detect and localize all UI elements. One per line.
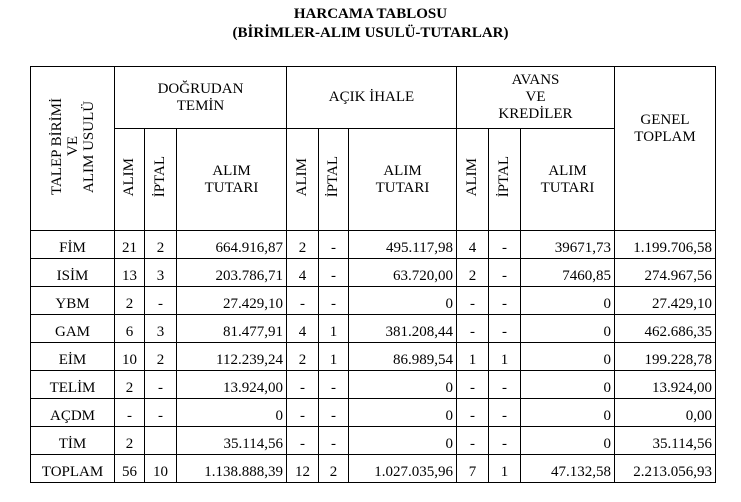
row-header-line1: TALEP BİRİMİ <box>48 97 65 195</box>
a-iptal-cell: 1 <box>319 315 349 343</box>
k-alim-cell: 4 <box>457 231 489 259</box>
table-row <box>31 427 716 455</box>
unit-cell: TELİM <box>31 371 115 399</box>
table-row <box>31 371 716 399</box>
k-iptal-cell: - <box>489 315 521 343</box>
d-tutar-cell: 1.138.888,39 <box>177 455 287 483</box>
a-alim-cell: 2 <box>287 343 319 371</box>
d-alim-cell: 21 <box>115 231 145 259</box>
a-iptal-cell: - <box>319 231 349 259</box>
k-tutar-cell: 0 <box>521 315 615 343</box>
a-tutar-cell: 1.027.035,96 <box>349 455 457 483</box>
a-alim-cell: 2 <box>287 231 319 259</box>
d-alim-header: ALIM <box>115 129 145 231</box>
d-iptal-cell <box>145 427 177 455</box>
a-alim-cell: 4 <box>287 315 319 343</box>
total-cell: 35.114,56 <box>615 427 716 455</box>
unit-cell: YBM <box>31 287 115 315</box>
d-alim-cell: 6 <box>115 315 145 343</box>
k-alim-cell: 7 <box>457 455 489 483</box>
a-tutar-header: ALIM TUTARI <box>349 129 457 231</box>
k-iptal-cell: - <box>489 399 521 427</box>
a-alim-cell: - <box>287 399 319 427</box>
table-row <box>31 399 716 427</box>
k-tutar-cell: 0 <box>521 399 615 427</box>
d-alim-cell: 2 <box>115 287 145 315</box>
k-alim-cell: - <box>457 427 489 455</box>
k-iptal-cell: - <box>489 231 521 259</box>
d-tutar-cell: 203.786,71 <box>177 259 287 287</box>
table-row <box>31 315 716 343</box>
acik-ihale-header: AÇIK İHALE <box>287 67 457 129</box>
k-tutar-cell: 7460,85 <box>521 259 615 287</box>
a-tutar-cell: 63.720,00 <box>349 259 457 287</box>
d-alim-cell: 56 <box>115 455 145 483</box>
k-iptal-cell: 1 <box>489 455 521 483</box>
d-alim-cell: 10 <box>115 343 145 371</box>
d-tutar-cell: 81.477,91 <box>177 315 287 343</box>
d-alim-cell: 2 <box>115 371 145 399</box>
d-tutar-cell: 0 <box>177 399 287 427</box>
k-tutar-cell: 0 <box>521 343 615 371</box>
total-cell: 13.924,00 <box>615 371 716 399</box>
dogrudan-temin-header: DOĞRUDAN TEMİN <box>115 67 287 129</box>
d-iptal-cell: 10 <box>145 455 177 483</box>
k-iptal-header: İPTAL <box>489 129 521 231</box>
a-alim-header: ALIM <box>287 129 319 231</box>
d-tutar-cell: 13.924,00 <box>177 371 287 399</box>
genel-toplam-header: GENEL TOPLAM <box>615 67 716 231</box>
a-iptal-cell: 2 <box>319 455 349 483</box>
d-iptal-cell: - <box>145 399 177 427</box>
a-tutar-cell: 0 <box>349 399 457 427</box>
k-tutar-cell: 39671,73 <box>521 231 615 259</box>
a-iptal-cell: 1 <box>319 343 349 371</box>
a-iptal-cell: - <box>319 371 349 399</box>
k-tutar-cell: 47.132,58 <box>521 455 615 483</box>
k-alim-cell: - <box>457 315 489 343</box>
table-row <box>31 287 716 315</box>
a-iptal-cell: - <box>319 399 349 427</box>
k-alim-header: ALIM <box>457 129 489 231</box>
unit-cell: EİM <box>31 343 115 371</box>
a-tutar-cell: 381.208,44 <box>349 315 457 343</box>
d-iptal-cell: 3 <box>145 259 177 287</box>
unit-cell: FİM <box>31 231 115 259</box>
d-tutar-header: ALIM TUTARI <box>177 129 287 231</box>
a-iptal-cell: - <box>319 259 349 287</box>
d-alim-cell: 2 <box>115 427 145 455</box>
a-tutar-cell: 0 <box>349 427 457 455</box>
k-alim-cell: - <box>457 287 489 315</box>
total-cell: 0,00 <box>615 399 716 427</box>
table-row <box>31 343 716 371</box>
d-iptal-cell: - <box>145 371 177 399</box>
row-header-cell <box>31 67 115 231</box>
a-alim-cell: - <box>287 427 319 455</box>
a-tutar-cell: 0 <box>349 371 457 399</box>
row-header-line2: VE <box>64 136 81 156</box>
total-cell: 27.429,10 <box>615 287 716 315</box>
total-cell: 462.686,35 <box>615 315 716 343</box>
document-subtitle: (BİRİMLER-ALIM USULÜ-TUTARLAR) <box>232 25 509 41</box>
total-cell: 199.228,78 <box>615 343 716 371</box>
total-cell: 2.213.056,93 <box>615 455 716 483</box>
a-iptal-cell: - <box>319 287 349 315</box>
d-tutar-cell: 664.916,87 <box>177 231 287 259</box>
k-alim-cell: 2 <box>457 259 489 287</box>
k-iptal-cell: - <box>489 427 521 455</box>
k-iptal-cell: - <box>489 287 521 315</box>
document-title: HARCAMA TABLOSU <box>293 6 448 22</box>
unit-cell: AÇDM <box>31 399 115 427</box>
k-tutar-cell: 0 <box>521 427 615 455</box>
k-alim-cell: - <box>457 371 489 399</box>
a-alim-cell: - <box>287 287 319 315</box>
a-alim-cell: 4 <box>287 259 319 287</box>
a-tutar-cell: 495.117,98 <box>349 231 457 259</box>
d-iptal-cell: - <box>145 287 177 315</box>
unit-cell: ISİM <box>31 259 115 287</box>
a-alim-cell: 12 <box>287 455 319 483</box>
table-row-total <box>31 455 716 483</box>
table-row <box>31 231 716 259</box>
d-tutar-cell: 27.429,10 <box>177 287 287 315</box>
d-iptal-header: İPTAL <box>145 129 177 231</box>
unit-cell: TİM <box>31 427 115 455</box>
d-iptal-cell: 2 <box>145 231 177 259</box>
unit-cell: GAM <box>31 315 115 343</box>
table-row <box>31 259 716 287</box>
expense-table <box>30 66 716 483</box>
k-iptal-cell: - <box>489 259 521 287</box>
a-tutar-cell: 0 <box>349 287 457 315</box>
d-iptal-cell: 3 <box>145 315 177 343</box>
k-tutar-header: ALIM TUTARI <box>521 129 615 231</box>
k-tutar-cell: 0 <box>521 287 615 315</box>
a-alim-cell: - <box>287 371 319 399</box>
k-tutar-cell: 0 <box>521 371 615 399</box>
k-iptal-cell: - <box>489 371 521 399</box>
avans-krediler-header: AVANS VE KREDİLER <box>457 67 615 129</box>
d-tutar-cell: 35.114,56 <box>177 427 287 455</box>
d-alim-cell: 13 <box>115 259 145 287</box>
d-alim-cell: - <box>115 399 145 427</box>
d-tutar-cell: 112.239,24 <box>177 343 287 371</box>
row-header-line3: ALIM USULÜ <box>80 99 97 193</box>
d-iptal-cell: 2 <box>145 343 177 371</box>
total-cell: 1.199.706,58 <box>615 231 716 259</box>
unit-cell: TOPLAM <box>31 455 115 483</box>
a-tutar-cell: 86.989,54 <box>349 343 457 371</box>
k-iptal-cell: 1 <box>489 343 521 371</box>
k-alim-cell: - <box>457 399 489 427</box>
a-iptal-cell: - <box>319 427 349 455</box>
k-alim-cell: 1 <box>457 343 489 371</box>
a-iptal-header: İPTAL <box>319 129 349 231</box>
total-cell: 274.967,56 <box>615 259 716 287</box>
